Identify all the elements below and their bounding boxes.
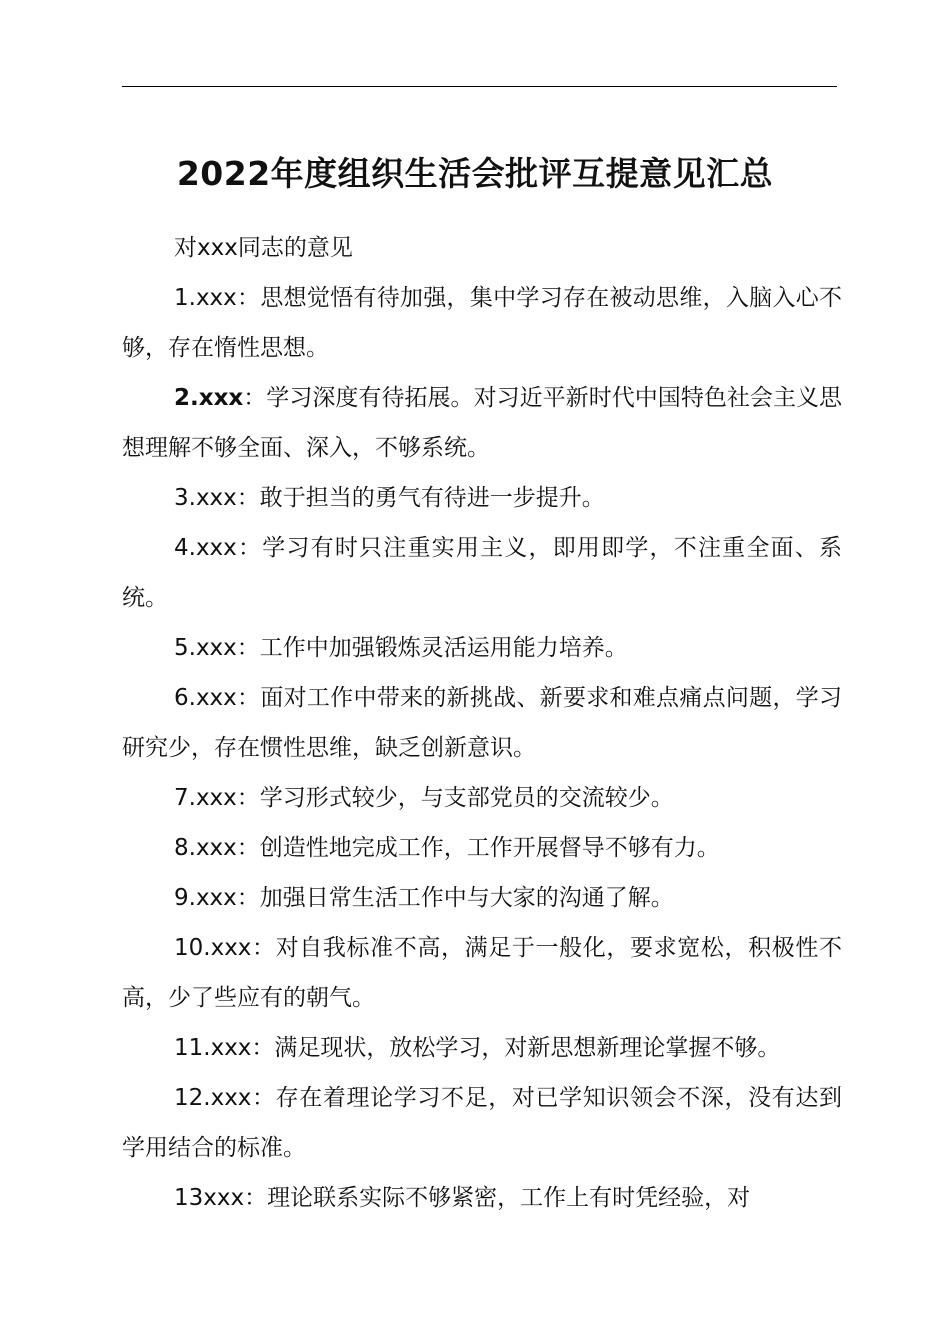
header-rule: [122, 86, 837, 87]
intro-paragraph: 对xxx同志的意见: [174, 235, 353, 261]
item-label: 1.xxx: [174, 285, 237, 311]
document-body: [122, 223, 842, 1223]
item-text: ：学习深度有待拓展。对习近平新时代中国特色社会主义思想理解不够全面、深入，不够系统。: [122, 385, 842, 461]
opinion-item: [122, 523, 842, 623]
opinion-item: [122, 673, 842, 773]
item-label: 10.xxx: [174, 935, 252, 961]
item-text: ：对自我标准不高，满足于一般化，要求宽松，积极性不高，少了些应有的朝气。: [122, 935, 842, 1011]
item-text: ：理论联系实际不够紧密，工作上有时凭经验，对: [244, 1185, 751, 1211]
opinion-item: [122, 273, 842, 373]
opinion-item: [122, 623, 842, 673]
item-label: 4.xxx: [174, 535, 237, 561]
item-label: 6.xxx: [174, 685, 237, 711]
item-text: ：面对工作中带来的新挑战、新要求和难点痛点问题，学习研究少，存在惯性思维，缺乏创新意识。: [122, 685, 842, 761]
opinion-item: [122, 373, 842, 473]
item-label: 12.xxx: [174, 1085, 252, 1111]
item-text: ：创造性地完成工作，工作开展督导不够有力。: [236, 835, 720, 861]
opinion-item: [122, 1173, 842, 1223]
item-text: ：存在着理论学习不足，对已学知识领会不深，没有达到学用结合的标准。: [122, 1085, 842, 1161]
item-label: 9.xxx: [174, 885, 237, 911]
item-label: 5.xxx: [174, 635, 237, 661]
item-text: ：满足现状，放松学习，对新思想新理论掌握不够。: [251, 1035, 781, 1061]
item-text: ：加强日常生活工作中与大家的沟通了解。: [236, 885, 674, 911]
opinion-item: [122, 1073, 842, 1173]
item-label: 11.xxx: [174, 1035, 252, 1061]
item-label: 3.xxx: [174, 485, 237, 511]
opinion-item: [122, 873, 842, 923]
item-label: 13xxx: [174, 1185, 245, 1211]
item-text: ：学习形式较少，与支部党员的交流较少。: [236, 785, 674, 811]
item-text: ：工作中加强锻炼灵活运用能力培养。: [236, 635, 628, 661]
opinion-item: [122, 1023, 842, 1073]
item-text: ：敢于担当的勇气有待进一步提升。: [236, 485, 605, 511]
item-label: 8.xxx: [174, 835, 237, 861]
opinion-item: [122, 773, 842, 823]
opinion-item: [122, 923, 842, 1023]
item-label: 7.xxx: [174, 785, 237, 811]
opinion-item: [122, 823, 842, 873]
opinion-item: [122, 473, 842, 523]
item-label: 2.xxx: [174, 385, 244, 411]
item-text: ：学习有时只注重实用主义，即用即学，不注重全面、系统。: [122, 535, 842, 611]
item-text: ：思想觉悟有待加强，集中学习存在被动思维，入脑入心不够，存在惰性思想。: [122, 285, 842, 361]
document-title: 2022年度组织生活会批评互提意见汇总: [176, 154, 774, 193]
